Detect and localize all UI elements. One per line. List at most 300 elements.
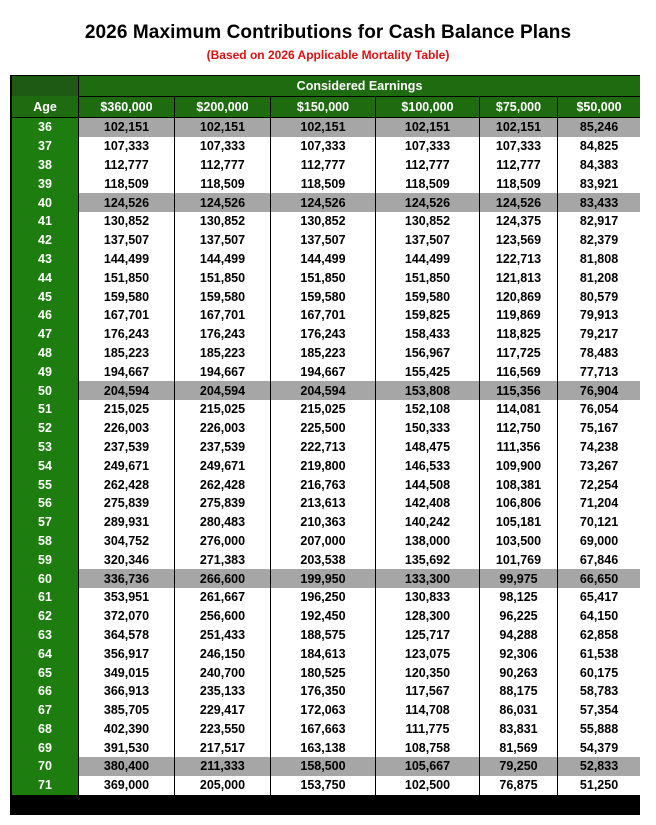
contribution-cell: 185,223 (79, 344, 174, 363)
contribution-cell: 275,839 (175, 494, 270, 513)
contribution-cell: 144,499 (175, 250, 270, 269)
page-title: 2026 Maximum Contributions for Cash Balance Plans (84, 22, 572, 43)
contribution-cell: 137,507 (271, 231, 375, 250)
contribution-cell: 124,526 (271, 193, 375, 212)
contribution-cell: 66,650 (558, 569, 640, 588)
contribution-cell: 225,500 (271, 419, 375, 438)
contribution-cell: 79,217 (558, 325, 640, 344)
contribution-cell: 130,833 (376, 588, 479, 607)
contribution-cell: 118,509 (175, 174, 270, 193)
contribution-cell: 83,433 (558, 193, 640, 212)
age-cell: 51 (12, 400, 78, 419)
contribution-cell: 107,333 (271, 137, 375, 156)
table-row (12, 701, 640, 720)
age-cell: 65 (12, 663, 78, 682)
contribution-cell: 102,151 (376, 118, 479, 137)
contribution-cell: 280,483 (175, 513, 270, 532)
table-row (12, 607, 640, 626)
age-cell: 41 (12, 212, 78, 231)
contribution-cell: 76,904 (558, 381, 640, 400)
table-row (12, 738, 640, 757)
contribution-cell: 163,138 (271, 738, 375, 757)
age-cell: 42 (12, 231, 78, 250)
contribution-cell: 96,225 (480, 607, 557, 626)
contribution-cell: 67,846 (558, 550, 640, 569)
contribution-cell: 71,204 (558, 494, 640, 513)
contribution-cell: 107,333 (376, 137, 479, 156)
page-subtitle: (Based on 2026 Applicable Mortality Table) (206, 48, 450, 62)
contribution-cell: 262,428 (79, 475, 174, 494)
contribution-cell: 118,509 (376, 174, 479, 193)
contribution-cell: 194,667 (79, 362, 174, 381)
contribution-cell: 108,758 (376, 738, 479, 757)
contribution-cell: 81,808 (558, 250, 640, 269)
contribution-cell: 150,333 (376, 419, 479, 438)
contribution-cell: 137,507 (376, 231, 479, 250)
contribution-cell: 119,869 (480, 306, 557, 325)
contribution-cell: 229,417 (175, 701, 270, 720)
table-row (12, 306, 640, 325)
contribution-cell: 204,594 (79, 381, 174, 400)
contribution-cell: 112,777 (175, 156, 270, 175)
contribution-cell: 213,613 (271, 494, 375, 513)
age-cell: 70 (12, 757, 78, 776)
contribution-cell: 176,350 (271, 682, 375, 701)
age-cell: 56 (12, 494, 78, 513)
table-row (12, 644, 640, 663)
contribution-cell: 249,671 (175, 456, 270, 475)
contribution-cell: 151,850 (376, 268, 479, 287)
age-cell: 47 (12, 325, 78, 344)
age-cell: 53 (12, 438, 78, 457)
table-row (12, 212, 640, 231)
age-cell: 55 (12, 475, 78, 494)
table-row (12, 118, 640, 137)
contribution-cell: 138,000 (376, 532, 479, 551)
contribution-cell: 261,667 (175, 588, 270, 607)
earnings-column-header: $360,000 (79, 96, 174, 117)
earnings-column-header: $200,000 (175, 96, 270, 117)
age-cell: 71 (12, 776, 78, 795)
contribution-cell: 90,263 (480, 663, 557, 682)
contribution-cell: 207,000 (271, 532, 375, 551)
contribution-cell: 349,015 (79, 663, 174, 682)
contribution-cell: 88,175 (480, 682, 557, 701)
contribution-cell: 385,705 (79, 701, 174, 720)
contribution-cell: 188,575 (271, 626, 375, 645)
contribution-cell: 194,667 (271, 362, 375, 381)
table-row (12, 344, 640, 363)
contributions-table-frame (10, 75, 640, 815)
contribution-cell: 199,950 (271, 569, 375, 588)
contribution-cell: 140,242 (376, 513, 479, 532)
contribution-cell: 135,692 (376, 550, 479, 569)
age-cell: 67 (12, 701, 78, 720)
contribution-cell: 114,081 (480, 400, 557, 419)
contribution-cell: 111,356 (480, 438, 557, 457)
age-cell: 37 (12, 137, 78, 156)
age-cell: 64 (12, 644, 78, 663)
contribution-cell: 256,600 (175, 607, 270, 626)
table-row (12, 588, 640, 607)
contribution-cell: 155,425 (376, 362, 479, 381)
contribution-cell: 176,243 (175, 325, 270, 344)
contribution-cell: 124,526 (376, 193, 479, 212)
contribution-cell: 116,569 (480, 362, 557, 381)
contribution-cell: 266,600 (175, 569, 270, 588)
age-cell: 62 (12, 607, 78, 626)
contribution-cell: 144,499 (271, 250, 375, 269)
contribution-cell: 109,900 (480, 456, 557, 475)
contribution-cell: 196,250 (271, 588, 375, 607)
table-row (12, 137, 640, 156)
contribution-cell: 70,121 (558, 513, 640, 532)
contribution-cell: 81,208 (558, 268, 640, 287)
table-row (12, 156, 640, 175)
contribution-cell: 81,569 (480, 738, 557, 757)
contribution-cell: 79,913 (558, 306, 640, 325)
contribution-cell: 137,507 (79, 231, 174, 250)
table-row (12, 174, 640, 193)
contribution-cell: 184,613 (271, 644, 375, 663)
contribution-cell: 262,428 (175, 475, 270, 494)
contribution-cell: 112,777 (376, 156, 479, 175)
contribution-cell: 276,000 (175, 532, 270, 551)
contribution-cell: 51,250 (558, 776, 640, 795)
contribution-cell: 211,333 (175, 757, 270, 776)
contribution-cell: 185,223 (175, 344, 270, 363)
contribution-cell: 219,800 (271, 456, 375, 475)
contribution-cell: 167,701 (271, 306, 375, 325)
contribution-cell: 106,806 (480, 494, 557, 513)
contribution-cell: 82,917 (558, 212, 640, 231)
contribution-cell: 102,151 (271, 118, 375, 137)
contribution-cell: 79,250 (480, 757, 557, 776)
contribution-cell: 159,580 (175, 287, 270, 306)
table-row (12, 569, 640, 588)
contribution-cell: 83,831 (480, 720, 557, 739)
age-cell: 46 (12, 306, 78, 325)
contribution-cell: 158,433 (376, 325, 479, 344)
contribution-cell: 180,525 (271, 663, 375, 682)
contribution-cell: 77,713 (558, 362, 640, 381)
table-row (12, 682, 640, 701)
contribution-cell: 237,539 (79, 438, 174, 457)
age-cell: 61 (12, 588, 78, 607)
contribution-cell: 146,533 (376, 456, 479, 475)
contribution-cell: 122,713 (480, 250, 557, 269)
contribution-cell: 156,967 (376, 344, 479, 363)
contribution-cell: 111,775 (376, 720, 479, 739)
contribution-cell: 74,238 (558, 438, 640, 457)
contribution-cell: 62,858 (558, 626, 640, 645)
contribution-cell: 246,150 (175, 644, 270, 663)
table-row (12, 513, 640, 532)
contribution-cell: 103,500 (480, 532, 557, 551)
contribution-cell: 192,450 (271, 607, 375, 626)
contribution-cell: 58,783 (558, 682, 640, 701)
contribution-cell: 204,594 (271, 381, 375, 400)
table-row (12, 456, 640, 475)
table-row (12, 325, 640, 344)
contribution-cell: 151,850 (271, 268, 375, 287)
age-cell: 69 (12, 738, 78, 757)
contribution-cell: 107,333 (175, 137, 270, 156)
contribution-cell: 130,852 (376, 212, 479, 231)
age-cell: 39 (12, 174, 78, 193)
contribution-cell: 80,579 (558, 287, 640, 306)
contribution-cell: 124,526 (175, 193, 270, 212)
age-cell: 52 (12, 419, 78, 438)
table-row (12, 494, 640, 513)
contribution-cell: 210,363 (271, 513, 375, 532)
contribution-cell: 115,356 (480, 381, 557, 400)
table-row (12, 475, 640, 494)
contribution-cell: 124,375 (480, 212, 557, 231)
contribution-cell: 369,000 (79, 776, 174, 795)
contribution-cell: 402,390 (79, 720, 174, 739)
age-cell: 59 (12, 550, 78, 569)
contribution-cell: 235,133 (175, 682, 270, 701)
contribution-cell: 76,054 (558, 400, 640, 419)
contribution-cell: 152,108 (376, 400, 479, 419)
contribution-cell: 75,167 (558, 419, 640, 438)
contribution-cell: 118,825 (480, 325, 557, 344)
contribution-cell: 366,913 (79, 682, 174, 701)
contribution-cell: 215,025 (175, 400, 270, 419)
age-cell: 36 (12, 118, 78, 137)
contribution-cell: 216,763 (271, 475, 375, 494)
contribution-cell: 65,417 (558, 588, 640, 607)
table-row (12, 250, 640, 269)
contribution-cell: 153,808 (376, 381, 479, 400)
age-cell: 60 (12, 569, 78, 588)
contribution-cell: 108,381 (480, 475, 557, 494)
contributions-table (11, 76, 641, 795)
contribution-cell: 73,267 (558, 456, 640, 475)
contribution-cell: 118,509 (79, 174, 174, 193)
table-row (12, 419, 640, 438)
contribution-cell: 215,025 (271, 400, 375, 419)
contribution-cell: 98,125 (480, 588, 557, 607)
contribution-cell: 105,181 (480, 513, 557, 532)
contribution-cell: 204,594 (175, 381, 270, 400)
table-row (12, 550, 640, 569)
contribution-cell: 320,346 (79, 550, 174, 569)
corner-cell (12, 76, 78, 96)
contribution-cell: 159,580 (376, 287, 479, 306)
table-row (12, 268, 640, 287)
contribution-cell: 159,580 (79, 287, 174, 306)
age-cell: 40 (12, 193, 78, 212)
contribution-cell: 82,379 (558, 231, 640, 250)
contribution-cell: 55,888 (558, 720, 640, 739)
contribution-cell: 102,151 (79, 118, 174, 137)
contribution-cell: 117,567 (376, 682, 479, 701)
table-row (12, 362, 640, 381)
contribution-cell: 137,507 (175, 231, 270, 250)
table-row (12, 287, 640, 306)
contribution-cell: 118,509 (480, 174, 557, 193)
table-row (12, 400, 640, 419)
table-row (12, 381, 640, 400)
contribution-cell: 144,499 (79, 250, 174, 269)
contribution-cell: 102,500 (376, 776, 479, 795)
contribution-cell: 85,246 (558, 118, 640, 137)
table-row (12, 757, 640, 776)
age-cell: 43 (12, 250, 78, 269)
age-cell: 48 (12, 344, 78, 363)
contribution-cell: 121,813 (480, 268, 557, 287)
age-cell: 68 (12, 720, 78, 739)
contribution-cell: 84,383 (558, 156, 640, 175)
age-cell: 49 (12, 362, 78, 381)
contribution-cell: 158,500 (271, 757, 375, 776)
age-column-header: Age (12, 96, 78, 117)
earnings-column-header: $75,000 (480, 96, 557, 117)
contribution-cell: 114,708 (376, 701, 479, 720)
contribution-cell: 130,852 (271, 212, 375, 231)
contribution-cell: 60,175 (558, 663, 640, 682)
contribution-cell: 185,223 (271, 344, 375, 363)
contribution-cell: 203,538 (271, 550, 375, 569)
contribution-cell: 205,000 (175, 776, 270, 795)
contribution-cell: 94,288 (480, 626, 557, 645)
contribution-cell: 102,151 (480, 118, 557, 137)
contribution-cell: 251,433 (175, 626, 270, 645)
contribution-cell: 159,825 (376, 306, 479, 325)
contribution-cell: 117,725 (480, 344, 557, 363)
contribution-cell: 217,517 (175, 738, 270, 757)
contribution-cell: 176,243 (271, 325, 375, 344)
contribution-cell: 356,917 (79, 644, 174, 663)
age-cell: 45 (12, 287, 78, 306)
contribution-cell: 240,700 (175, 663, 270, 682)
contribution-cell: 107,333 (79, 137, 174, 156)
age-cell: 50 (12, 381, 78, 400)
contribution-cell: 124,526 (79, 193, 174, 212)
contribution-cell: 167,663 (271, 720, 375, 739)
age-cell: 63 (12, 626, 78, 645)
contribution-cell: 391,530 (79, 738, 174, 757)
contribution-cell: 102,151 (175, 118, 270, 137)
age-cell: 66 (12, 682, 78, 701)
table-row (12, 438, 640, 457)
contribution-cell: 64,150 (558, 607, 640, 626)
table-body (12, 118, 640, 795)
contribution-cell: 130,852 (175, 212, 270, 231)
contribution-cell: 226,003 (175, 419, 270, 438)
contribution-cell: 128,300 (376, 607, 479, 626)
contribution-cell: 99,975 (480, 569, 557, 588)
contribution-cell: 130,852 (79, 212, 174, 231)
contribution-cell: 380,400 (79, 757, 174, 776)
contribution-cell: 142,408 (376, 494, 479, 513)
earnings-column-header: $100,000 (376, 96, 479, 117)
age-cell: 54 (12, 456, 78, 475)
table-row (12, 626, 640, 645)
contribution-cell: 120,869 (480, 287, 557, 306)
contribution-cell: 76,875 (480, 776, 557, 795)
contribution-cell: 83,921 (558, 174, 640, 193)
contribution-cell: 144,499 (376, 250, 479, 269)
contribution-cell: 69,000 (558, 532, 640, 551)
contribution-cell: 372,070 (79, 607, 174, 626)
contribution-cell: 112,777 (79, 156, 174, 175)
contribution-cell: 167,701 (79, 306, 174, 325)
contribution-cell: 215,025 (79, 400, 174, 419)
table-row (12, 231, 640, 250)
contribution-cell: 151,850 (79, 268, 174, 287)
contribution-cell: 304,752 (79, 532, 174, 551)
contribution-cell: 167,701 (175, 306, 270, 325)
contribution-cell: 336,736 (79, 569, 174, 588)
contribution-cell: 124,526 (480, 193, 557, 212)
contribution-cell: 118,509 (271, 174, 375, 193)
contribution-cell: 148,475 (376, 438, 479, 457)
contribution-cell: 275,839 (79, 494, 174, 513)
contribution-cell: 153,750 (271, 776, 375, 795)
contribution-cell: 249,671 (79, 456, 174, 475)
contribution-cell: 222,713 (271, 438, 375, 457)
contribution-cell: 133,300 (376, 569, 479, 588)
contribution-cell: 364,578 (79, 626, 174, 645)
contribution-cell: 353,951 (79, 588, 174, 607)
contribution-cell: 151,850 (175, 268, 270, 287)
contribution-cell: 271,383 (175, 550, 270, 569)
contribution-cell: 92,306 (480, 644, 557, 663)
contribution-cell: 144,508 (376, 475, 479, 494)
contribution-cell: 159,580 (271, 287, 375, 306)
contribution-cell: 223,550 (175, 720, 270, 739)
contribution-cell: 194,667 (175, 362, 270, 381)
contribution-cell: 107,333 (480, 137, 557, 156)
contribution-cell: 54,379 (558, 738, 640, 757)
age-cell: 58 (12, 532, 78, 551)
contribution-cell: 57,354 (558, 701, 640, 720)
table-row (12, 720, 640, 739)
contribution-cell: 237,539 (175, 438, 270, 457)
table-row (12, 193, 640, 212)
table-row (12, 532, 640, 551)
age-cell: 38 (12, 156, 78, 175)
age-cell: 44 (12, 268, 78, 287)
contribution-cell: 78,483 (558, 344, 640, 363)
contribution-cell: 86,031 (480, 701, 557, 720)
contribution-cell: 101,769 (480, 550, 557, 569)
contribution-cell: 112,777 (271, 156, 375, 175)
contribution-cell: 226,003 (79, 419, 174, 438)
age-cell: 57 (12, 513, 78, 532)
contribution-cell: 120,350 (376, 663, 479, 682)
contribution-cell: 112,750 (480, 419, 557, 438)
table-row (12, 776, 640, 795)
earnings-column-header: $50,000 (558, 96, 640, 117)
contribution-cell: 72,254 (558, 475, 640, 494)
earnings-column-header: $150,000 (271, 96, 375, 117)
contribution-cell: 105,667 (376, 757, 479, 776)
considered-earnings-header: Considered Earnings (79, 76, 640, 96)
contribution-cell: 172,063 (271, 701, 375, 720)
contribution-cell: 176,243 (79, 325, 174, 344)
contribution-cell: 84,825 (558, 137, 640, 156)
table-row (12, 663, 640, 682)
contribution-cell: 61,538 (558, 644, 640, 663)
contribution-cell: 112,777 (480, 156, 557, 175)
contribution-cell: 289,931 (79, 513, 174, 532)
contribution-cell: 125,717 (376, 626, 479, 645)
contribution-cell: 52,833 (558, 757, 640, 776)
